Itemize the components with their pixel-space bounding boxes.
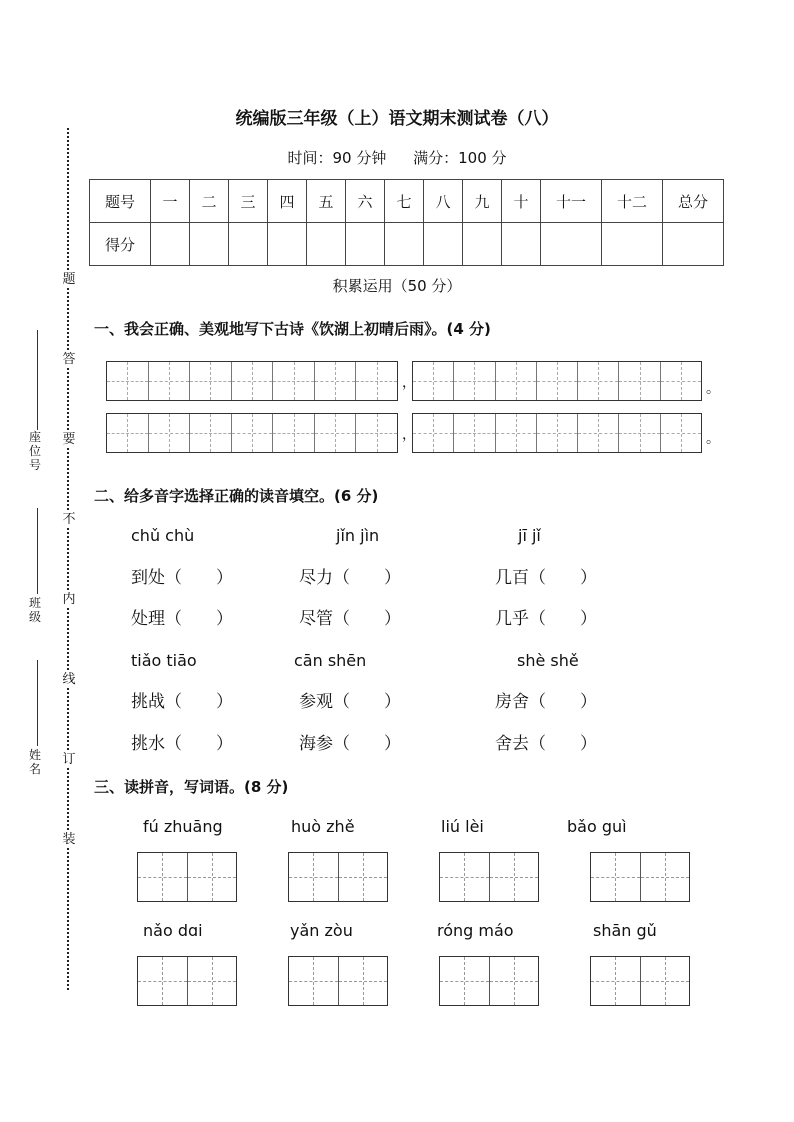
- name-label: 姓名: [28, 748, 41, 776]
- word-writing-grid[interactable]: [439, 956, 539, 1006]
- word-writing-grid[interactable]: [288, 852, 388, 902]
- score-cell[interactable]: [602, 223, 663, 266]
- score-cell[interactable]: [151, 223, 190, 266]
- word-writing-grid[interactable]: [288, 956, 388, 1006]
- pinyin-options: tiǎo tiāo: [131, 651, 197, 670]
- binding-char: 线: [62, 672, 76, 687]
- pinyin-prompt: bǎo guì: [567, 817, 627, 836]
- comma-mark: ，: [402, 375, 416, 391]
- period-mark: 。: [706, 431, 720, 447]
- score-cell[interactable]: [385, 223, 424, 266]
- pinyin-prompt: fú zhuāng: [143, 817, 223, 836]
- score-cell[interactable]: [424, 223, 463, 266]
- comma-mark: ，: [402, 427, 416, 443]
- score-cell[interactable]: [307, 223, 346, 266]
- pinyin-prompt: yǎn zòu: [290, 921, 353, 940]
- pinyin-options: chǔ chù: [131, 526, 195, 545]
- table-header-cell: 九: [463, 180, 502, 223]
- score-cell[interactable]: [663, 223, 724, 266]
- page-title: 统编版三年级（上）语文期末测试卷（八）: [235, 109, 559, 129]
- word-writing-grid[interactable]: [439, 852, 539, 902]
- exam-info: [0, 147, 794, 168]
- table-header-cell: 一: [151, 180, 190, 223]
- word-writing-grid[interactable]: [137, 956, 237, 1006]
- period-mark: 。: [706, 381, 720, 397]
- name-line: [37, 660, 38, 746]
- word-blank[interactable]: 处理（ ）: [131, 609, 233, 629]
- writing-grid[interactable]: [106, 361, 398, 401]
- score-table: [89, 179, 724, 266]
- pinyin-options: jǐn jìn: [336, 526, 380, 545]
- table-header-cell: 三: [229, 180, 268, 223]
- score-cell[interactable]: [541, 223, 602, 266]
- seat-line: [37, 330, 38, 430]
- binding-char: 订: [62, 752, 76, 767]
- pinyin-options: cān shēn: [294, 651, 367, 670]
- score-cell[interactable]: [346, 223, 385, 266]
- writing-grid[interactable]: [106, 413, 398, 453]
- score-cell[interactable]: [463, 223, 502, 266]
- binding-char: 内: [62, 592, 76, 607]
- table-header-cell: 七: [385, 180, 424, 223]
- binding-dotted-line: [67, 128, 69, 990]
- pinyin-prompt: nǎo dɑi: [143, 921, 203, 940]
- score-info: 满分：100 分: [413, 149, 507, 167]
- class-label: 班级: [28, 596, 41, 624]
- word-writing-grid[interactable]: [590, 956, 690, 1006]
- table-header-cell: 四: [268, 180, 307, 223]
- section-heading: 积累运用（50 分）: [332, 277, 462, 295]
- pinyin-prompt: huò zhě: [291, 817, 355, 836]
- word-blank[interactable]: 尽管（ ）: [299, 609, 401, 629]
- word-blank[interactable]: 舍去（ ）: [495, 734, 597, 754]
- class-line: [37, 508, 38, 594]
- word-writing-grid[interactable]: [137, 852, 237, 902]
- word-blank[interactable]: 房舍（ ）: [495, 692, 597, 712]
- word-blank[interactable]: 参观（ ）: [299, 692, 401, 712]
- word-blank[interactable]: 到处（ ）: [131, 568, 233, 588]
- table-header-cell: 十二: [602, 180, 663, 223]
- table-header-cell: 题号: [90, 180, 151, 223]
- question-1-heading: 一、我会正确、美观地写下古诗《饮湖上初晴后雨》。(4 分): [94, 320, 491, 338]
- binding-char: 题: [62, 272, 76, 287]
- score-cell[interactable]: [229, 223, 268, 266]
- word-blank[interactable]: 几乎（ ）: [495, 609, 597, 629]
- pinyin-options: jī jǐ: [518, 526, 541, 545]
- table-header-cell: 二: [190, 180, 229, 223]
- seat-label: 座位号: [28, 430, 41, 472]
- pinyin-prompt: shān gǔ: [593, 921, 657, 940]
- score-cell[interactable]: [190, 223, 229, 266]
- pinyin-prompt: róng máo: [437, 921, 514, 940]
- word-writing-grid[interactable]: [590, 852, 690, 902]
- word-blank[interactable]: 尽力（ ）: [299, 568, 401, 588]
- table-header-cell: 八: [424, 180, 463, 223]
- binding-char: 要: [62, 432, 76, 447]
- table-header-cell: 五: [307, 180, 346, 223]
- binding-char: 装: [62, 832, 76, 847]
- word-blank[interactable]: 几百（ ）: [495, 568, 597, 588]
- word-blank[interactable]: 海参（ ）: [299, 734, 401, 754]
- table-header-cell: 六: [346, 180, 385, 223]
- score-cell[interactable]: [502, 223, 541, 266]
- pinyin-options: shè shě: [517, 651, 579, 670]
- question-2-heading: 二、给多音字选择正确的读音填空。(6 分): [94, 487, 379, 505]
- binding-char: 不: [62, 512, 76, 527]
- pinyin-prompt: liú lèi: [441, 817, 484, 836]
- binding-char: 答: [62, 352, 76, 367]
- table-header-cell: 总分: [663, 180, 724, 223]
- score-table-row: [90, 223, 724, 266]
- writing-grid[interactable]: [412, 413, 702, 453]
- word-blank[interactable]: 挑水（ ）: [131, 734, 233, 754]
- score-cell[interactable]: [268, 223, 307, 266]
- word-blank[interactable]: 挑战（ ）: [131, 692, 233, 712]
- writing-grid[interactable]: [412, 361, 702, 401]
- question-3-heading: 三、读拼音，写词语。(8 分): [94, 778, 289, 796]
- score-table-header-row: [90, 180, 724, 223]
- table-header-cell: 十一: [541, 180, 602, 223]
- time-info: 时间：90 分钟: [287, 149, 387, 167]
- table-row-label: 得分: [90, 223, 151, 266]
- table-header-cell: 十: [502, 180, 541, 223]
